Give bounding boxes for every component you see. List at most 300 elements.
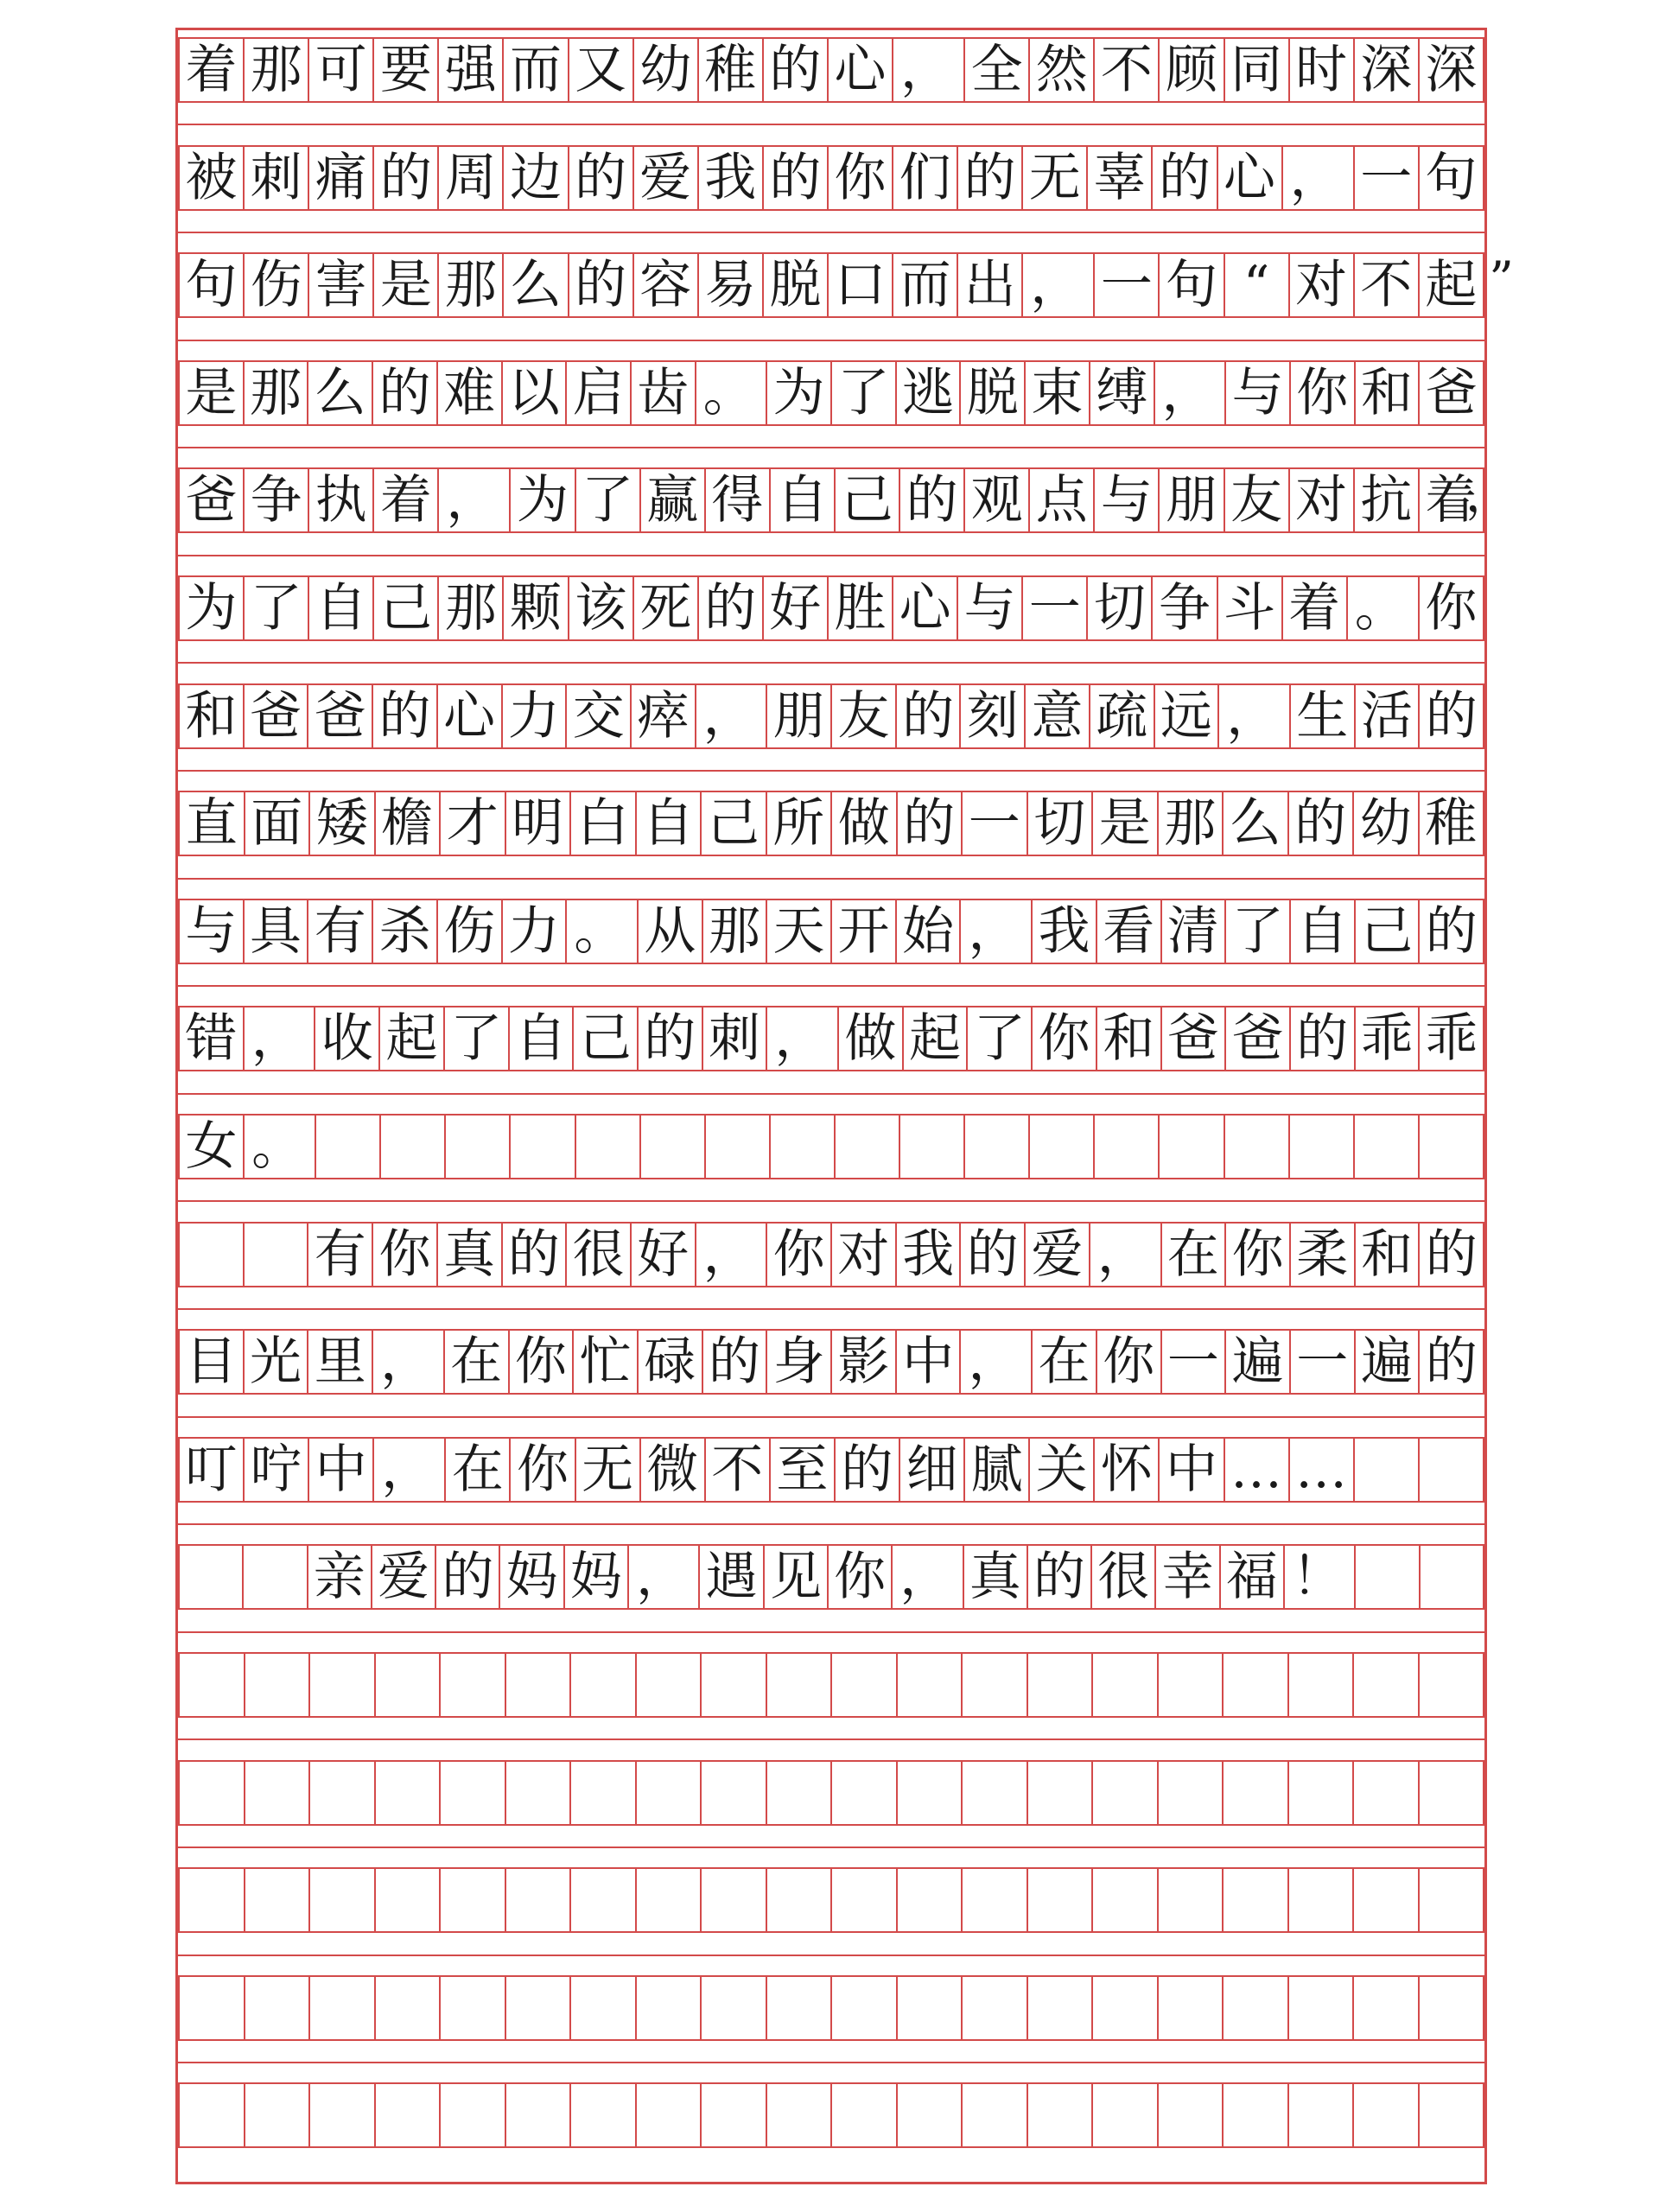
grid-cell: 切 [1086,575,1153,641]
grid-cell [1352,1760,1420,1826]
grid-cell [700,1652,767,1718]
grid-row [178,575,1484,641]
grid-cell: 同 [1224,37,1290,103]
grid-cell: 而 [892,252,958,318]
row-gap-line [178,1200,1484,1202]
row-gap-line [178,662,1484,664]
row-gap-line [178,447,1484,448]
grid-row [178,251,1514,318]
grid-cell: 抗 [1353,467,1420,533]
grid-cell: 爱 [371,1544,436,1610]
grid-cell: 心 [892,575,958,641]
grid-cell: 么 [1222,791,1289,856]
grid-cell: 咛 [243,1437,309,1503]
grid-cell: 清 [1160,899,1227,964]
grid-cell [178,1544,244,1610]
grid-cell: 你 [827,1544,893,1610]
grid-cell: 和 [1096,1006,1162,1071]
grid-row [178,1114,1484,1179]
grid-cell [1028,1114,1095,1179]
grid-cell: 的 [435,1544,500,1610]
grid-cell: 在 [1160,1222,1227,1287]
grid-cell: 友 [1224,467,1290,533]
grid-cell: 心 [827,37,893,103]
grid-cell: ， [892,37,965,103]
grid-cell: 为 [766,360,832,426]
grid-cell: 中 [1158,1437,1224,1503]
grid-cell: 自 [308,575,374,641]
grid-cell: 的 [702,1329,768,1395]
grid-cell [766,1867,833,1933]
grid-cell: 们 [892,145,958,211]
grid-cell: 你 [1418,575,1484,641]
grid-cell [244,1652,311,1718]
grid-cell [1418,1760,1485,1826]
grid-cell: 微 [639,1437,706,1503]
grid-cell [1287,2082,1355,2148]
grid-cell: 该 [568,575,634,641]
grid-cell: 你 [1031,1006,1097,1071]
grid-cell: 的 [1418,683,1484,749]
grid-cell [308,2082,376,2148]
grid-cell: 切 [1027,791,1094,856]
grid-cell [1352,1652,1420,1718]
grid-cell [575,1114,641,1179]
grid-cell: 全 [963,37,1030,103]
grid-cell [1418,1867,1485,1933]
grid-cell: 又 [568,37,634,103]
grid-cell [766,1652,833,1718]
grid-cell [178,2082,245,2148]
grid-cell: 你 [509,1437,575,1503]
grid-row [178,360,1484,426]
grid-cell: 一 [1160,1329,1227,1395]
grid-cell: 斗 [1217,575,1283,641]
grid-cell [374,1652,442,1718]
grid-cell: 目 [178,1329,245,1395]
grid-cell: 你 [508,1329,575,1395]
grid-cell: 观 [963,467,1030,533]
grid-cell: 乖 [1418,1006,1484,1071]
grid-cell: 的 [1418,1222,1484,1287]
grid-cell: 着 [1281,575,1348,641]
grid-cell: 的 [1287,791,1355,856]
grid-cell: 爱 [632,145,699,211]
grid-row [178,791,1484,856]
grid-cell: 在 [1031,1329,1097,1395]
grid-cell [308,1975,376,2041]
grid-cell: 和 [1354,360,1421,426]
grid-cell: 可 [308,37,374,103]
grid-cell [1222,1652,1289,1718]
grid-cell [505,1975,572,2041]
grid-cell [1287,1867,1355,1933]
grid-cell: 你 [1096,1329,1162,1395]
grid-row [178,1652,1484,1718]
grid-cell: 具 [243,899,309,964]
grid-cell: 起 [902,1006,969,1071]
grid-cell: 幼 [632,37,699,103]
grid-cell: 的 [1027,1544,1092,1610]
grid-cell: 妈 [499,1544,564,1610]
grid-cell: 你 [372,1222,438,1287]
grid-cell: 深 [1418,37,1484,103]
grid-cell [1352,2082,1420,2148]
grid-cell: 好 [762,575,829,641]
grid-cell [1418,2082,1485,2148]
grid-cell: 是 [178,360,245,426]
grid-cell: 开 [830,899,897,964]
grid-row [178,1329,1484,1395]
grid-cell [961,2082,1028,2148]
grid-cell: 的 [957,145,1023,211]
grid-row [178,2082,1484,2148]
grid-cell: 叮 [178,1437,245,1503]
grid-cell: 心 [1217,145,1283,211]
grid-cell: 很 [1090,1544,1156,1610]
grid-cell: 中 [895,1329,962,1395]
grid-cell: 在 [443,1329,510,1395]
grid-cell: ， [959,1329,1033,1395]
grid-cell: 句 [1158,252,1224,318]
grid-cell: 是 [1091,791,1159,856]
grid-cell [830,1975,898,2041]
grid-cell: 遍 [1224,1329,1291,1395]
grid-cell [896,2082,963,2148]
grid-cell: 做 [837,1006,904,1071]
grid-cell [635,2082,702,2148]
grid-cell: 做 [830,791,898,856]
grid-cell [961,1867,1028,1933]
grid-cell: 遍 [1354,1329,1421,1395]
grid-cell: 腻 [963,1437,1030,1503]
grid-cell: 点 [1028,467,1095,533]
grid-cell: 自 [508,1006,575,1071]
grid-cell [439,1867,506,1933]
grid-cell [766,1975,833,2041]
grid-cell [830,2082,898,2148]
grid-cell: 脱 [959,360,1026,426]
grid-cell: 己 [572,1006,639,1071]
grid-cell [961,1975,1028,2041]
grid-cell: 你 [827,145,893,211]
grid-cell: 着 ， [1418,467,1484,533]
grid-cell: 己 [834,467,900,533]
grid-cell: 不 [704,1437,771,1503]
grid-cell: 害 [308,252,374,318]
grid-cell: 福 [1219,1544,1285,1610]
grid-cell [439,1975,506,2041]
grid-cell: 爸 [307,683,373,749]
grid-cell: 一 [1353,145,1420,211]
grid-cell: 力 [501,683,568,749]
grid-cell: 对 [830,1222,897,1287]
grid-cell [961,1652,1028,1718]
grid-cell [1157,2082,1224,2148]
grid-cell: 朋 [766,683,832,749]
grid-cell [379,1114,446,1179]
grid-cell: 着 [372,467,439,533]
grid-cell: 。 [243,1114,316,1179]
grid-cell: 在 [444,1437,511,1503]
grid-cell: 然 [1028,37,1095,103]
grid-cell [896,1652,963,1718]
grid-cell: 以 [501,360,568,426]
grid-cell: 收 [314,1006,380,1071]
grid-cell: 了 [966,1006,1033,1071]
grid-cell: ， [1154,360,1227,426]
grid-cell: 。 [565,899,639,964]
grid-cell [896,1867,963,1933]
grid-cell: 得 [704,467,771,533]
grid-cell: 檐 [374,791,442,856]
grid-cell: 爸 [178,467,245,533]
grid-cell: 稚 [697,37,764,103]
grid-cell: 己 [1354,899,1421,964]
grid-cell [1027,2082,1094,2148]
grid-cell [505,1867,572,1933]
grid-cell: ， [1021,252,1095,318]
grid-cell [1287,1760,1355,1826]
grid-cell: 爸 [1418,360,1484,426]
grid-cell: 边 [502,145,569,211]
grid-cell: 有 [307,1222,373,1287]
grid-cell [242,1544,308,1610]
grid-cell: 对 [1288,467,1355,533]
grid-cell: 身 [766,1329,832,1395]
grid-cell: 难 [436,360,503,426]
grid-cell: 的 [568,145,634,211]
grid-cell [963,1114,1030,1179]
row-gap-line [178,232,1484,233]
grid-cell: 才 [439,791,506,856]
grid-cell: 交 [565,683,632,749]
grid-cell: 的 [372,145,439,211]
grid-cell [374,1975,442,2041]
grid-cell: ， [959,899,1033,964]
row-gap-line [178,1308,1484,1310]
grid-cell: ， [372,1329,445,1395]
grid-cell: 。 [1346,575,1420,641]
grid-cell: 你 [766,1222,832,1287]
grid-cell [243,1222,309,1287]
grid-cell [1353,1437,1420,1503]
grid-cell [1091,1652,1159,1718]
grid-cell [315,1114,381,1179]
grid-cell [569,2082,637,2148]
grid-cell: 强 [437,37,504,103]
grid-cell [635,1975,702,2041]
grid-cell: 了 [243,575,309,641]
grid-cell: 朋 [1158,467,1224,533]
grid-cell [1222,1867,1289,1933]
grid-cell [569,1975,637,2041]
grid-cell: 我 [895,1222,962,1287]
grid-cell: 里 [307,1329,373,1395]
grid-cell [830,1652,898,1718]
grid-cell: 与 [178,899,245,964]
grid-cell: 有 [307,899,373,964]
grid-cell: 起 [378,1006,445,1071]
grid-cell: 一 [1289,1329,1356,1395]
grid-cell [766,1760,833,1826]
grid-cell: 从 [637,899,703,964]
grid-row [178,145,1484,211]
grid-cell: 了 [575,467,641,533]
grid-cell: 稚 [1418,791,1485,856]
margin-punctuation: ， [1465,467,1514,524]
grid-cell: 亲 [307,1544,372,1610]
grid-cell: 的 [834,1437,900,1503]
grid-cell: 容 [632,252,699,318]
grid-cell: ， [766,1006,839,1071]
grid-cell: 无 [1021,145,1088,211]
grid-cell: … [1224,1437,1290,1503]
grid-cell [308,1652,376,1718]
grid-cell [1091,2082,1159,2148]
grid-cell: 出 [957,252,1023,318]
grid-cell: 辜 [1086,145,1153,211]
grid-cell: ， [891,1544,963,1610]
grid-cell: ， [372,1437,446,1503]
grid-cell: 好 [630,1222,696,1287]
grid-cell: 明 [505,791,572,856]
grid-cell: 的 [762,37,829,103]
grid-row [178,1975,1484,2041]
grid-cell: 被 [178,145,245,211]
grid-cell: 的 [896,791,963,856]
grid-cell [700,2082,767,2148]
grid-cell: 矮 [308,791,376,856]
grid-row [178,467,1514,533]
row-gap-line [178,340,1484,341]
grid-cell: 时 [1288,37,1355,103]
grid-cell [1091,1867,1159,1933]
grid-cell [1419,1544,1484,1610]
grid-cell [178,1760,245,1826]
grid-cell [834,1114,900,1179]
grid-cell: 那 [437,252,504,318]
grid-cell: 爱 [1024,1222,1090,1287]
grid-cell: 很 [565,1222,632,1287]
grid-cell: ， [627,1544,700,1610]
grid-cell [178,1867,245,1933]
grid-cell [244,1975,311,2041]
grid-cell: 不 [1353,252,1420,318]
grid-cell [1353,1114,1420,1179]
grid-cell: 遇 [698,1544,764,1610]
grid-cell: 了 [1224,899,1291,964]
grid-cell: 的 [372,683,438,749]
grid-row [178,1867,1484,1933]
grid-cell: 痛 [308,145,374,211]
grid-cell: 远 [1154,683,1220,749]
grid-cell: 错 [178,1006,245,1071]
grid-cell: 刺 [702,1006,768,1071]
grid-cell [439,1652,506,1718]
grid-cell: 所 [766,791,833,856]
grid-cell: 友 [830,683,897,749]
grid-cell: ， [1217,683,1291,749]
grid-cell: 么 [307,360,373,426]
row-gap-line [178,1847,1484,1848]
grid-cell: 天 [766,899,832,964]
grid-cell: 着 [178,37,245,103]
grid-cell: ， [1281,145,1355,211]
grid-cell [700,1867,767,1933]
grid-cell [374,1867,442,1933]
grid-cell: 么 [502,252,569,318]
grid-cell: 句 [178,252,245,318]
grid-cell: 深 [1353,37,1420,103]
grid-cell: 的 [1289,1006,1356,1071]
grid-cell [569,1652,637,1718]
grid-cell [1027,1867,1094,1933]
grid-cell: 束 [1024,360,1090,426]
grid-cell [830,1760,898,1826]
grid-cell [1354,1544,1420,1610]
grid-cell: 与 [1093,467,1160,533]
row-gap-line [178,555,1484,556]
grid-cell: 逃 [895,360,962,426]
grid-cell: 争 [1151,575,1217,641]
grid-cell: 顾 [1158,37,1224,103]
grid-cell: 己 [700,791,767,856]
grid-cell: 死 [632,575,699,641]
grid-cell [899,1114,965,1179]
row-gap-line [178,1631,1484,1633]
grid-cell [639,1114,706,1179]
grid-cell: 女 [178,1114,245,1179]
grid-cell: 不 [1093,37,1160,103]
grid-cell [1222,1975,1289,2041]
grid-cell: 直 [178,791,245,856]
grid-cell: 口 [827,252,893,318]
grid-cell: 生 [1289,683,1356,749]
grid-cell: 和 [178,683,245,749]
grid-row [178,1760,1484,1826]
grid-cell: 爸 [1160,1006,1227,1071]
grid-cell: 一 [961,791,1028,856]
grid-cell [700,1975,767,2041]
grid-cell [1418,1652,1485,1718]
grid-cell: 中 [308,1437,374,1503]
grid-cell: 齿 [630,360,696,426]
grid-row [178,1437,1484,1503]
grid-cell: 己 [372,575,439,641]
grid-cell [1091,1975,1159,2041]
grid-cell: 活 [1354,683,1421,749]
grid-cell [1418,1975,1485,2041]
grid-cell [1352,1867,1420,1933]
grid-cell: 妈 [563,1544,629,1610]
grid-cell [1418,1437,1484,1503]
grid-cell: 看 [1096,899,1162,964]
grid-cell: 真 [436,1222,503,1287]
grid-cell: 一 [1093,252,1160,318]
grid-cell: 柔 [1289,1222,1356,1287]
grid-cell [374,2082,442,2148]
grid-cell: 而 [502,37,569,103]
grid-cell: 的 [1418,899,1484,964]
grid-cell: 你 [1289,360,1356,426]
grid-cell: 瘁 [630,683,696,749]
margin-punctuation: ” [1489,251,1514,308]
grid-cell: 那 [243,360,309,426]
grid-cell: 赢 [639,467,706,533]
grid-cell [1157,1867,1224,1933]
grid-cell [374,1760,442,1826]
